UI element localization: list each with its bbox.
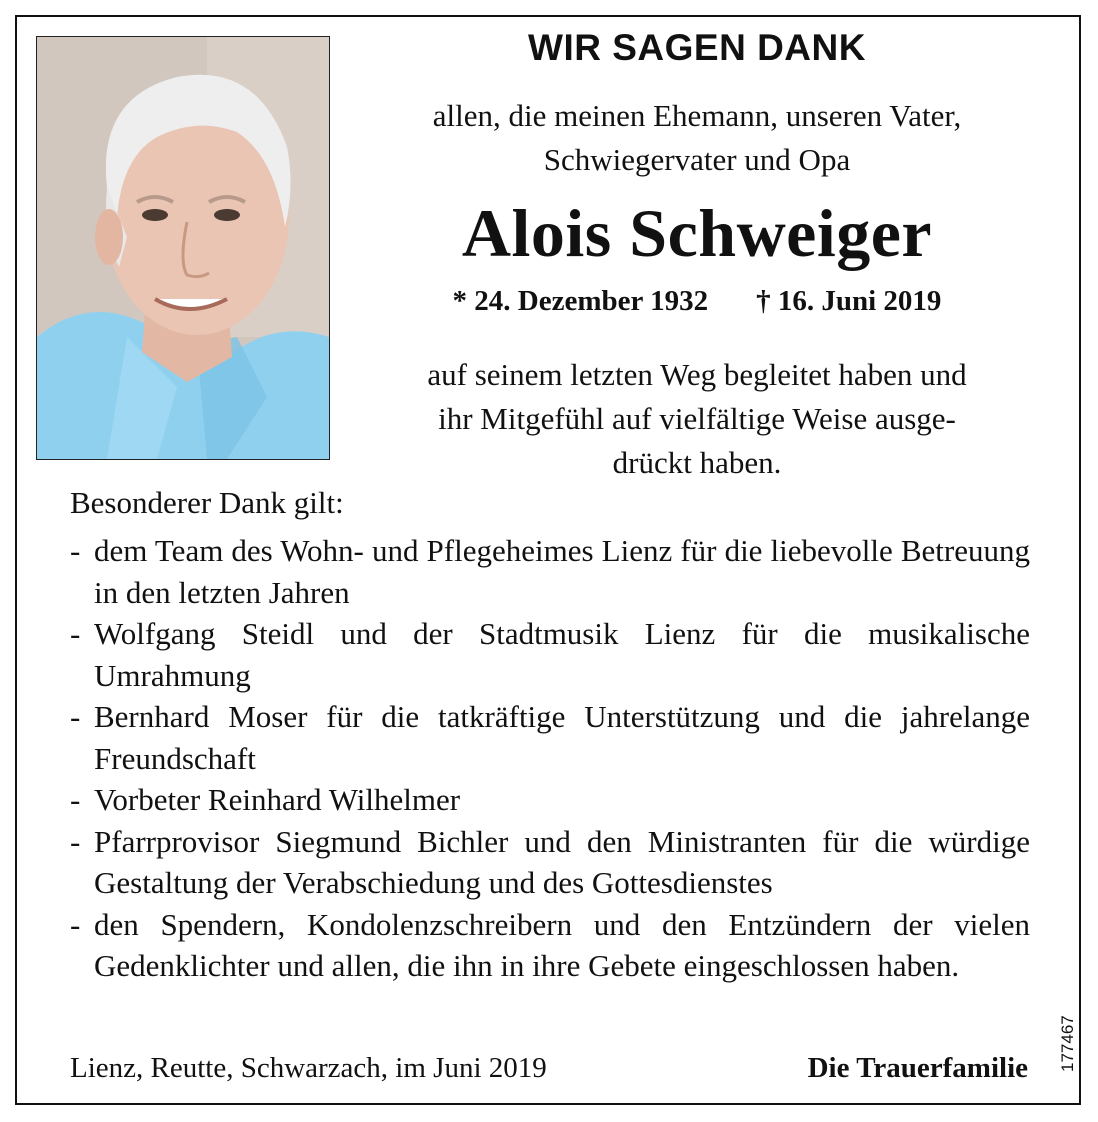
thanks-item-text: Pfarrprovisor Siegmund Bichler und den Ministranten für die würdige Gestaltung der Verabschiedung und des Gottesdienstes [94, 823, 1030, 900]
thanks-title: Besonderer Dank gilt: [70, 485, 344, 520]
death-date: † 16. Juni 2019 [756, 285, 942, 317]
thanks-item [70, 779, 1030, 821]
thanks-item [70, 613, 1030, 696]
thanks-list [70, 530, 1030, 987]
list-dash: - [70, 782, 81, 817]
list-dash: - [70, 616, 81, 651]
intro-line: Schwiegervater und Opa [543, 142, 851, 177]
list-dash: - [70, 699, 81, 734]
intro-text [330, 94, 1064, 182]
life-dates [330, 285, 1064, 318]
after-text [330, 353, 1064, 485]
thanks-item [70, 696, 1030, 779]
notice-heading: WIR SAGEN DANK [528, 27, 866, 68]
list-dash: - [70, 533, 81, 568]
signature: Die Trauerfamilie [807, 1052, 1028, 1084]
list-dash: - [70, 823, 81, 859]
thanks-item-text: Bernhard Moser für die tatkräftige Unterstützung und die jahrelange Freundschaft [94, 699, 1030, 776]
after-line: drückt haben. [612, 445, 782, 480]
deceased-name: Alois Schweiger [461, 195, 933, 271]
portrait-photo [36, 36, 330, 460]
portrait-illustration [37, 37, 329, 459]
ad-code: 177467 [1058, 1015, 1077, 1072]
after-line: ihr Mitgefühl auf vielfältige Weise ausge- [438, 401, 956, 436]
thanks-item [70, 821, 1030, 904]
list-dash: - [70, 906, 81, 942]
thanks-item-text: den Spendern, Kondolenzschreibern und den Entzündern der vielen Gedenklichter und allen, die ihn in ihre Gebete eingeschlossen haben. [94, 906, 1030, 983]
thanks-item-text: Wolfgang Steidl und der Stadtmusik Lienz für die musikalische Umrahmung [94, 616, 1030, 693]
birth-date: * 24. Dezember 1932 [452, 285, 709, 317]
place-date: Lienz, Reutte, Schwarzach, im Juni 2019 [70, 1052, 547, 1084]
thanks-item [70, 530, 1030, 613]
after-line: auf seinem letzten Weg begleitet haben und [427, 357, 967, 392]
thanks-item-text: Vorbeter Reinhard Wilhelmer [94, 782, 461, 817]
thanks-item-text: dem Team des Wohn- und Pflegeheimes Lienz für die liebevolle Betreuung in den letzten Jahren [94, 533, 1030, 610]
thanks-item [70, 904, 1030, 987]
intro-line: allen, die meinen Ehemann, unseren Vater, [432, 98, 962, 133]
